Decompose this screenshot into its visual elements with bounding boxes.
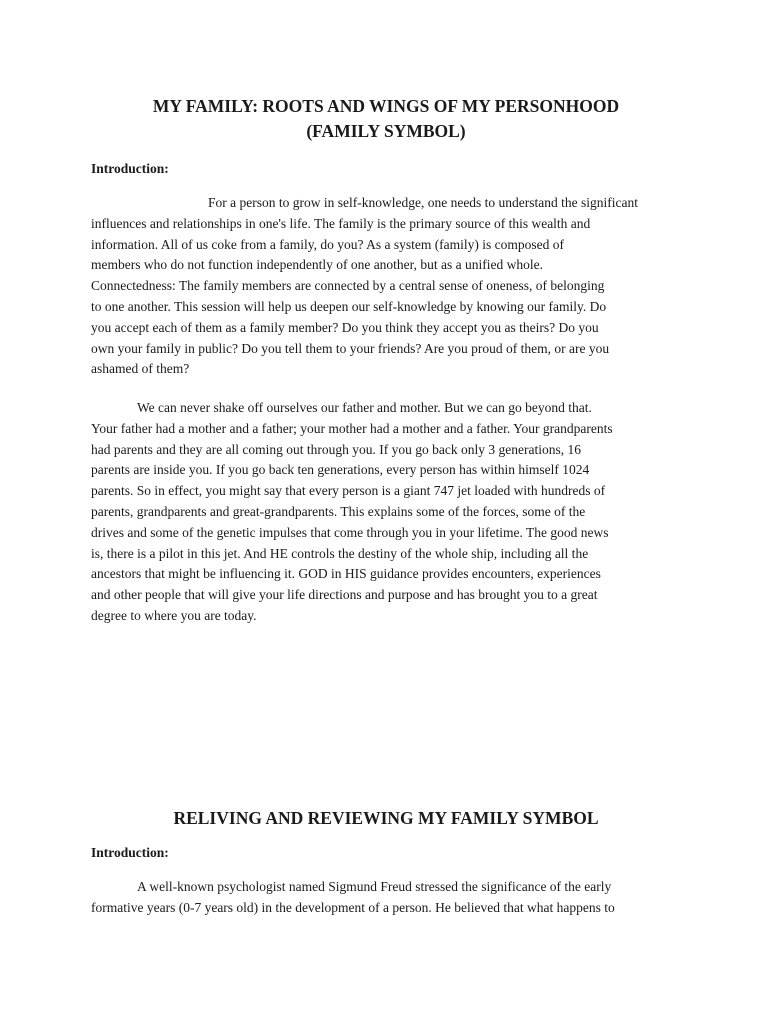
text-line: ancestors that might be influencing it. GOD in HIS guidance provides encounters, experiences bbox=[91, 566, 601, 582]
text-line: parents. So in effect, you might say that every person is a giant 747 jet loaded with hundreds of bbox=[91, 483, 606, 499]
text-line: members who do not function independently of one another, but as a unified whole. bbox=[91, 257, 543, 273]
introduction-heading: Introduction: bbox=[91, 161, 169, 176]
text-line: We can never shake off ourselves our father and mother. But we can go beyond that. bbox=[137, 400, 592, 415]
text-line: own your family in public? Do you tell them to your friends? Are you proud of them, or are you bbox=[91, 340, 610, 356]
text-line: parents are inside you. If you go back ten generations, every person has within himself 1024 bbox=[91, 462, 590, 478]
text-line: Your father had a mother and a father; your mother had a mother and a father. Your grandparents bbox=[91, 420, 613, 436]
text-line: is, there is a pilot in this jet. And HE controls the destiny of the whole ship, including all the bbox=[91, 545, 589, 561]
title-line-1: MY FAMILY: ROOTS AND WINGS OF MY PERSONHOOD bbox=[152, 96, 620, 116]
document-title bbox=[91, 94, 681, 144]
text-line: you accept each of them as a family member? Do you think they accept you as theirs? Do you bbox=[91, 319, 599, 335]
text-line: degree to where you are today. bbox=[91, 607, 257, 623]
text-line: ashamed of them? bbox=[91, 361, 190, 377]
text-line: A well-known psychologist named Sigmund Freud stressed the significance of the early bbox=[137, 879, 612, 894]
text-line: to one another. This session will help us deepen our self-knowledge by knowing our family. Do bbox=[91, 298, 607, 314]
text-line: parents, grandparents and great-grandparents. This explains some of the forces, some of the bbox=[91, 503, 586, 519]
text-line: Connectedness: The family members are connected by a central sense of oneness, of belonging bbox=[91, 278, 605, 294]
text-line: had parents and they are all coming out through you. If you go back only 3 generations, 16 bbox=[91, 441, 582, 457]
section-paragraph-1 bbox=[91, 877, 681, 919]
introduction-heading: Introduction: bbox=[91, 845, 169, 860]
introduction-paragraph-1 bbox=[91, 193, 681, 380]
text-line: formative years (0-7 years old) in the development of a person. He believed that what happens to bbox=[91, 899, 615, 915]
title-line-2: (FAMILY SYMBOL) bbox=[306, 121, 466, 141]
text-line: information. All of us coke from a family, do you? As a system (family) is composed of bbox=[91, 236, 565, 252]
text-line: and other people that will give your life directions and purpose and has brought you to a great bbox=[91, 587, 598, 603]
text-line: influences and relationships in one's life. The family is the primary source of this wealth and bbox=[91, 215, 591, 231]
text-line: For a person to grow in self-knowledge, one needs to understand the significant bbox=[208, 195, 639, 210]
text-line: drives and some of the genetic impulses that come through you in your lifetime. The good news bbox=[91, 524, 609, 540]
introduction-paragraph-2 bbox=[91, 398, 681, 627]
section-title: RELIVING AND REVIEWING MY FAMILY SYMBOL bbox=[173, 808, 599, 828]
